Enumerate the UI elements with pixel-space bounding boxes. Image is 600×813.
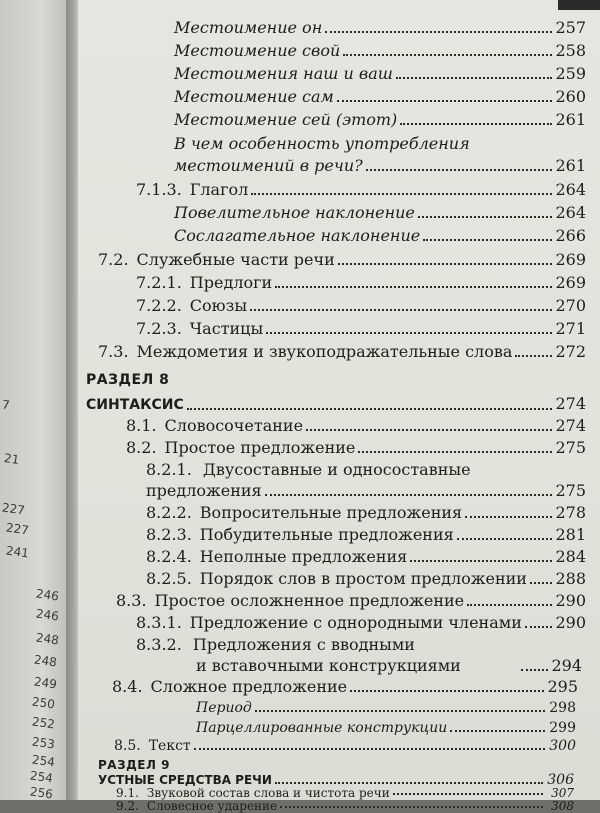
toc-entry (146, 481, 586, 501)
section-heading: РАЗДЕЛ 9 (98, 758, 170, 772)
toc-entry-page: 269 (555, 250, 586, 269)
leader-dots (187, 408, 553, 410)
toc-entry-page: 260 (555, 87, 586, 106)
toc-entry (174, 156, 586, 176)
toc-entry-number: 8.5. (114, 738, 141, 754)
toc-entry-number: 8.3.2. (136, 635, 182, 654)
toc-entry-page: 261 (555, 110, 586, 129)
toc-entry-title: Частицы (189, 319, 264, 338)
leader-dots (343, 54, 552, 56)
toc-entry-title: Местоимение свой (174, 41, 341, 60)
leader-dots (525, 626, 553, 628)
toc-entry (136, 319, 586, 339)
toc-entry-title: Сослагательное наклонение (174, 226, 421, 245)
toc-entry-title: Период (196, 700, 252, 716)
toc-entry-title: Текст (148, 738, 191, 754)
left-page-number: 254 (31, 752, 56, 770)
leader-dots (396, 77, 553, 79)
toc-entry (136, 273, 586, 293)
toc-entry-page: 278 (555, 503, 586, 522)
leader-dots (337, 100, 553, 102)
toc-entry (196, 720, 576, 737)
toc-entry-title: СИНТАКСИС (86, 397, 184, 413)
leader-dots (275, 782, 543, 784)
toc-entry-page: 257 (555, 18, 586, 37)
leader-dots (358, 451, 552, 453)
leader-dots (465, 516, 552, 518)
leader-dots (467, 604, 552, 606)
leader-dots (450, 730, 545, 732)
toc-entry-title: Порядок слов в простом предложении (199, 569, 527, 588)
toc-entry-page: 274 (555, 394, 586, 413)
toc-entry-number: 8.3.1. (136, 613, 182, 632)
toc-entry-title: УСТНЫЕ СРЕДСТВА РЕЧИ (98, 773, 272, 787)
toc-entry-title-text: Двусоставные и односоставные (202, 460, 471, 479)
toc-entry (174, 226, 586, 246)
toc-entry (98, 342, 586, 362)
toc-entry-title: Побудительные предложения (199, 525, 454, 544)
left-page-number: 252 (31, 714, 56, 732)
toc-entry-page: 270 (555, 296, 586, 315)
toc-entry-title-line2: местоимений в речи? (174, 156, 363, 175)
left-page-number: 250 (31, 694, 56, 712)
toc-entry (136, 296, 586, 316)
toc-entry (196, 700, 576, 717)
toc-entry-page: 261 (555, 156, 586, 175)
toc-entry-page: 269 (555, 273, 586, 292)
toc-entry-page: 299 (549, 720, 576, 736)
leader-dots (366, 169, 553, 171)
left-page-number: 227 (5, 520, 30, 538)
leader-dots (530, 582, 553, 584)
toc-entry-number: 9.2. (116, 799, 139, 813)
leader-dots (325, 31, 552, 33)
left-page-number: 227 (1, 500, 26, 518)
leader-dots (194, 748, 545, 750)
toc-entry-title-line2: предложения (146, 481, 262, 500)
toc-entry-page: 308 (551, 799, 574, 813)
toc-entry-title: Повелительное наклонение (174, 203, 415, 222)
toc-entry-title: Словесное ударение (146, 799, 278, 813)
toc-entry-page: 266 (555, 226, 586, 245)
toc-entry-page: 272 (555, 342, 586, 361)
toc-entry-title (146, 460, 471, 480)
toc-entry (174, 87, 586, 107)
table-of-contents (78, 0, 600, 813)
toc-entry-page: 298 (549, 700, 576, 716)
toc-entry (174, 18, 586, 38)
toc-entry-page: 295 (547, 677, 578, 696)
toc-entry-page: 300 (549, 738, 576, 754)
toc-entry (116, 591, 586, 611)
toc-entry-number: 7.2. (98, 250, 129, 269)
leader-dots (306, 429, 552, 431)
toc-entry-page: 294 (551, 656, 582, 675)
toc-entry-title: Звуковой состав слова и чистота речи (146, 786, 390, 800)
toc-entry-title: Простое предложение (164, 438, 356, 457)
leader-dots (280, 806, 543, 808)
leader-dots (393, 793, 543, 795)
toc-entry-number: 8.2.2. (146, 503, 192, 522)
toc-entry (146, 525, 586, 545)
toc-entry-page: 264 (555, 180, 586, 199)
leader-dots (457, 538, 553, 540)
leader-dots (266, 332, 552, 334)
toc-entry (98, 250, 586, 270)
toc-entry-page: 258 (555, 41, 586, 60)
left-page-number: 7 (1, 397, 11, 413)
toc-entry-title: Местоимение сей (этот) (174, 110, 398, 129)
leader-dots (418, 216, 553, 218)
toc-entry-title: Служебные части речи (136, 250, 335, 269)
toc-entry (146, 547, 586, 567)
toc-entry (86, 394, 586, 415)
toc-entry-page: 264 (555, 203, 586, 222)
leader-dots (250, 309, 552, 311)
toc-entry-title: Местоимение сам (174, 87, 334, 106)
toc-entry-title: В чем особенность употребления (174, 134, 470, 153)
toc-entry-title (136, 635, 415, 655)
leader-dots (400, 123, 552, 125)
leader-dots (410, 560, 552, 562)
toc-entry (174, 64, 586, 84)
left-page-number: 248 (33, 652, 58, 670)
toc-entry-title: Глагол (189, 180, 249, 199)
left-page-number: 256 (29, 784, 54, 802)
toc-entry-page: 284 (555, 547, 586, 566)
toc-entry (196, 656, 582, 676)
left-page-number: 241 (5, 543, 30, 561)
toc-entry (116, 786, 574, 800)
toc-entry-number: 9.1. (116, 786, 139, 800)
left-page-number: 246 (35, 606, 60, 624)
toc-entry (116, 799, 574, 813)
toc-entry (146, 503, 586, 523)
left-page-number: 246 (35, 586, 60, 604)
leader-dots (521, 669, 549, 671)
left-page-number: 249 (33, 674, 58, 692)
toc-entry-page: 290 (555, 591, 586, 610)
toc-page (78, 0, 600, 813)
leader-dots (251, 193, 552, 195)
toc-entry-title: Неполные предложения (199, 547, 408, 566)
toc-entry (136, 613, 586, 633)
toc-entry-title: Простое осложненное предложение (154, 591, 465, 610)
leader-dots (255, 710, 545, 712)
toc-entry-page: 288 (555, 569, 586, 588)
toc-entry-number: 8.4. (112, 677, 143, 696)
toc-entry-number: 8.3. (116, 591, 147, 610)
toc-entry-title: Предложение с однородными членами (189, 613, 522, 632)
leader-dots (338, 263, 553, 265)
toc-entry-page: 281 (555, 525, 586, 544)
toc-entry (174, 41, 586, 61)
toc-entry-title: Междометия и звукоподражательные слова (136, 342, 513, 361)
toc-entry-title: Местоимения наш и ваш (174, 64, 393, 83)
toc-entry-page: 290 (555, 613, 586, 632)
toc-entry-page: 274 (555, 416, 586, 435)
left-page-number: 21 (3, 451, 21, 467)
toc-entry-number: 8.1. (126, 416, 157, 435)
toc-entry-number: 8.2.3. (146, 525, 192, 544)
toc-entry (174, 203, 586, 223)
leader-dots (265, 494, 553, 496)
toc-entry-page: 275 (555, 438, 586, 457)
toc-entry-title-text: Предложения с вводными (192, 635, 415, 654)
left-page-number: 253 (31, 734, 56, 752)
toc-entry (112, 677, 578, 697)
toc-entry-number: 8.2.4. (146, 547, 192, 566)
toc-entry-title: Вопросительные предложения (199, 503, 463, 522)
toc-entry-number: 7.3. (98, 342, 129, 361)
leader-dots (350, 690, 544, 692)
toc-entry-title: Союзы (189, 296, 248, 315)
toc-entry-number: 7.2.2. (136, 296, 182, 315)
toc-entry-title-line2: и вставочными конструкциями (196, 656, 461, 675)
toc-entry-title: Предлоги (189, 273, 273, 292)
toc-entry-page: 259 (555, 64, 586, 83)
toc-entry-number: 8.2.1. (146, 460, 192, 479)
toc-entry-page: 307 (551, 786, 574, 800)
left-page (0, 0, 70, 800)
toc-entry (174, 110, 586, 130)
toc-entry-number: 8.2.5. (146, 569, 192, 588)
toc-entry-number: 7.1.3. (136, 180, 182, 199)
toc-entry-number: 8.2. (126, 438, 157, 457)
toc-entry (146, 569, 586, 589)
toc-entry-number: 7.2.1. (136, 273, 182, 292)
toc-entry-page: 271 (555, 319, 586, 338)
leader-dots (275, 286, 552, 288)
toc-entry-title: Сложное предложение (150, 677, 348, 696)
toc-entry (114, 738, 576, 755)
left-page-number: 254 (29, 768, 54, 786)
toc-entry-title: Местоимение он (174, 18, 323, 37)
section-heading: РАЗДЕЛ 8 (86, 372, 170, 388)
toc-entry-title: Парцеллированные конструкции (196, 720, 448, 736)
left-page-number: 248 (35, 630, 60, 648)
leader-dots (423, 239, 552, 241)
toc-entry-page: 306 (547, 772, 574, 788)
leader-dots (515, 355, 552, 357)
toc-entry (136, 180, 586, 200)
toc-entry (126, 438, 586, 458)
toc-entry-page: 275 (555, 481, 586, 500)
toc-entry (126, 416, 586, 436)
toc-entry-number: 7.2.3. (136, 319, 182, 338)
toc-entry-title: Словосочетание (164, 416, 304, 435)
